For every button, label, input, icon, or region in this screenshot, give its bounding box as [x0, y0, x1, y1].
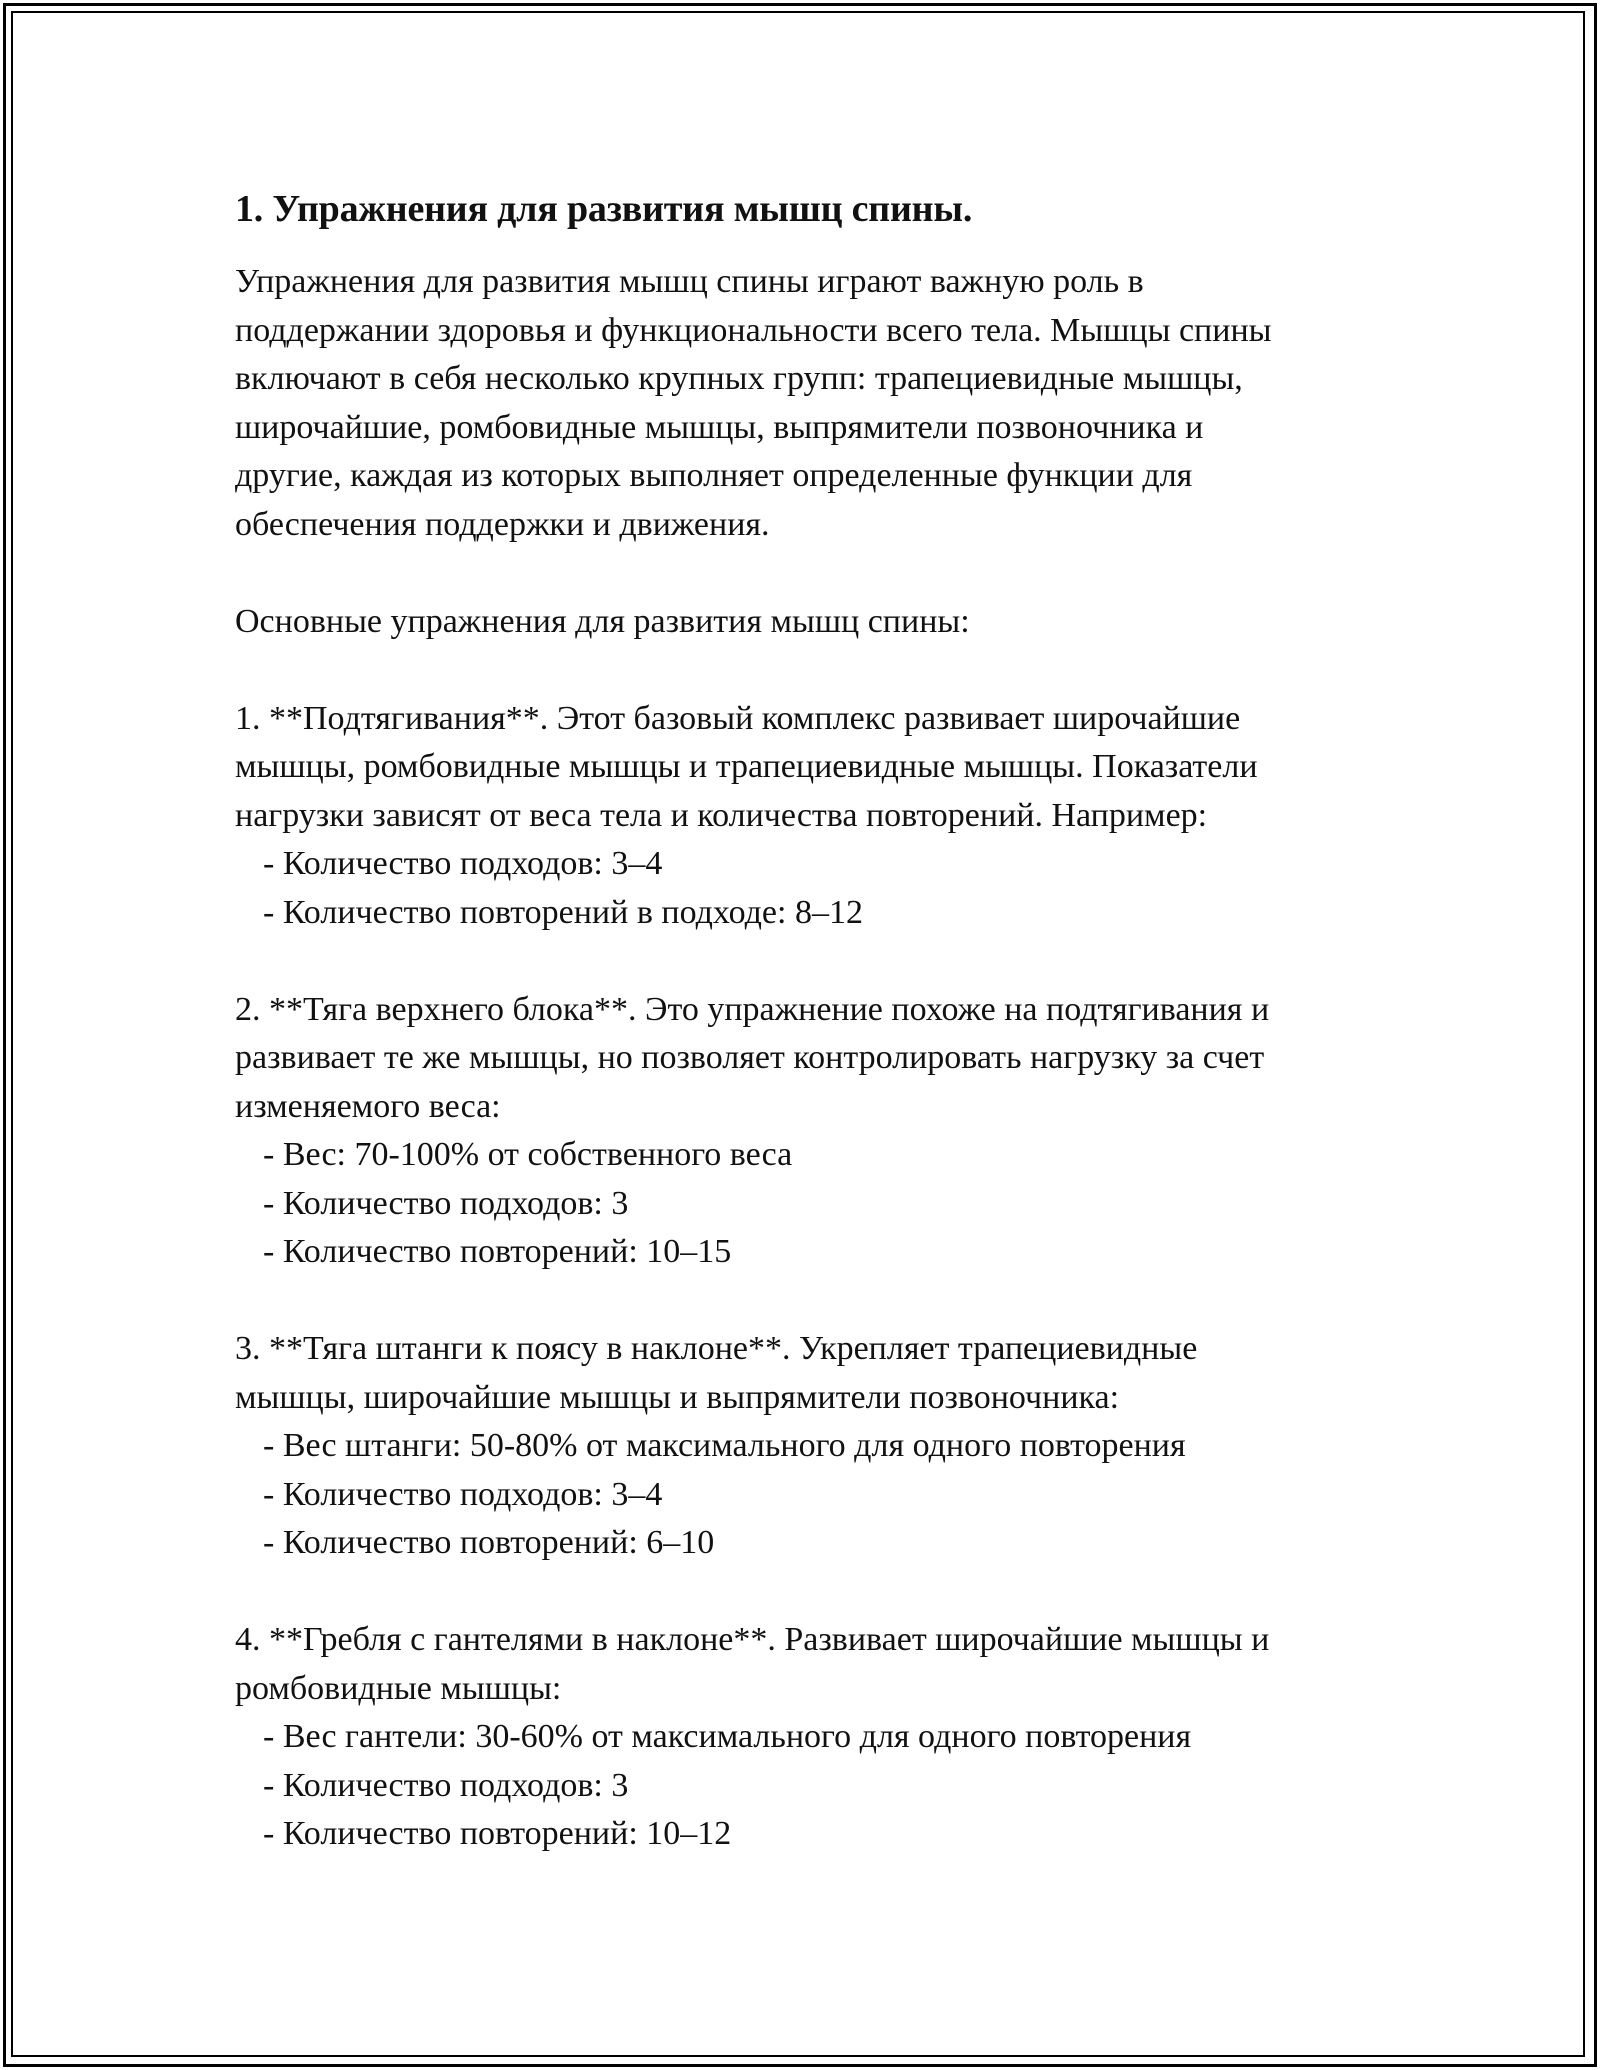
intro-line: Упражнения для развития мышц спины играют важную роль в — [235, 263, 1144, 300]
intro-line: поддержании здоровья и функциональности всего тела. Мышцы спины — [235, 311, 1272, 349]
exercise-line: мышцы, ромбовидные мышцы и трапециевидные мышцы. Показатели — [235, 748, 1258, 785]
exercise-detail: - Количество повторений в подходе: 8–12 — [263, 893, 863, 931]
exercise-line: нагрузки зависят от веса тела и количества повторений. Например: — [235, 796, 1208, 834]
exercise-detail: - Вес штанги: 50-80% от максимального для одного повторения — [263, 1427, 1186, 1464]
intro-paragraph — [235, 258, 1415, 549]
exercise-detail: - Количество подходов: 3 — [263, 1766, 629, 1804]
exercise-item-barbell-row — [235, 1325, 1415, 1568]
list-intro: Основные упражнения для развития мышц спины: — [235, 602, 970, 640]
exercise-detail: - Количество повторений: 10–12 — [263, 1815, 732, 1852]
exercise-detail: - Вес: 70-100% от собственного веса — [263, 1136, 793, 1173]
section-heading: 1. Упражнения для развития мышц спины. — [235, 188, 973, 230]
exercise-line: 4. **Гребля с гантелями в наклоне**. Развивает широчайшие мышцы и — [235, 1621, 1270, 1658]
exercise-item-lat-pulldown — [235, 986, 1415, 1277]
paragraph-gap — [235, 646, 1415, 695]
exercise-item-dumbbell-row — [235, 1616, 1415, 1859]
exercise-detail: - Количество подходов: 3–4 — [263, 1475, 663, 1513]
paragraph-gap — [235, 1277, 1415, 1326]
exercise-detail: - Количество подходов: 3–4 — [263, 845, 663, 882]
exercise-detail: - Вес гантели: 30-60% от максимального для одного повторения — [263, 1718, 1192, 1755]
exercise-line: развивает те же мышцы, но позволяет контролировать нагрузку за счет — [235, 1039, 1265, 1076]
intro-line: другие, каждая из которых выполняет определенные функции для — [235, 457, 1193, 494]
intro-line: включают в себя несколько крупных групп: трапециевидные мышцы, — [235, 360, 1243, 397]
intro-line: обеспечения поддержки и движения. — [235, 505, 770, 543]
exercise-detail: - Количество повторений: 10–15 — [263, 1233, 732, 1270]
exercise-line: 2. **Тяга верхнего блока**. Это упражнение похоже на подтягивания и — [235, 990, 1270, 1028]
paragraph-gap — [235, 1568, 1415, 1617]
exercise-line: ромбовидные мышцы: — [235, 1669, 562, 1707]
exercise-item-pullups — [235, 695, 1415, 938]
paragraph-gap — [235, 937, 1415, 986]
exercise-line: 3. **Тяга штанги к поясу в наклоне**. Укрепляет трапециевидные — [235, 1330, 1198, 1367]
exercise-detail: - Количество повторений: 6–10 — [263, 1524, 715, 1561]
exercise-line: мышцы, широчайшие мышцы и выпрямители позвоночника: — [235, 1378, 1120, 1416]
exercise-line: изменяемого веса: — [235, 1087, 501, 1125]
exercise-detail: - Количество подходов: 3 — [263, 1184, 629, 1222]
paragraph-gap — [235, 549, 1415, 598]
exercise-line: 1. **Подтягивания**. Этот базовый комплекс развивает широчайшие — [235, 699, 1241, 737]
document-body — [235, 185, 1415, 1859]
intro-line: широчайшие, ромбовидные мышцы, выпрямители позвоночника и — [235, 408, 1204, 446]
